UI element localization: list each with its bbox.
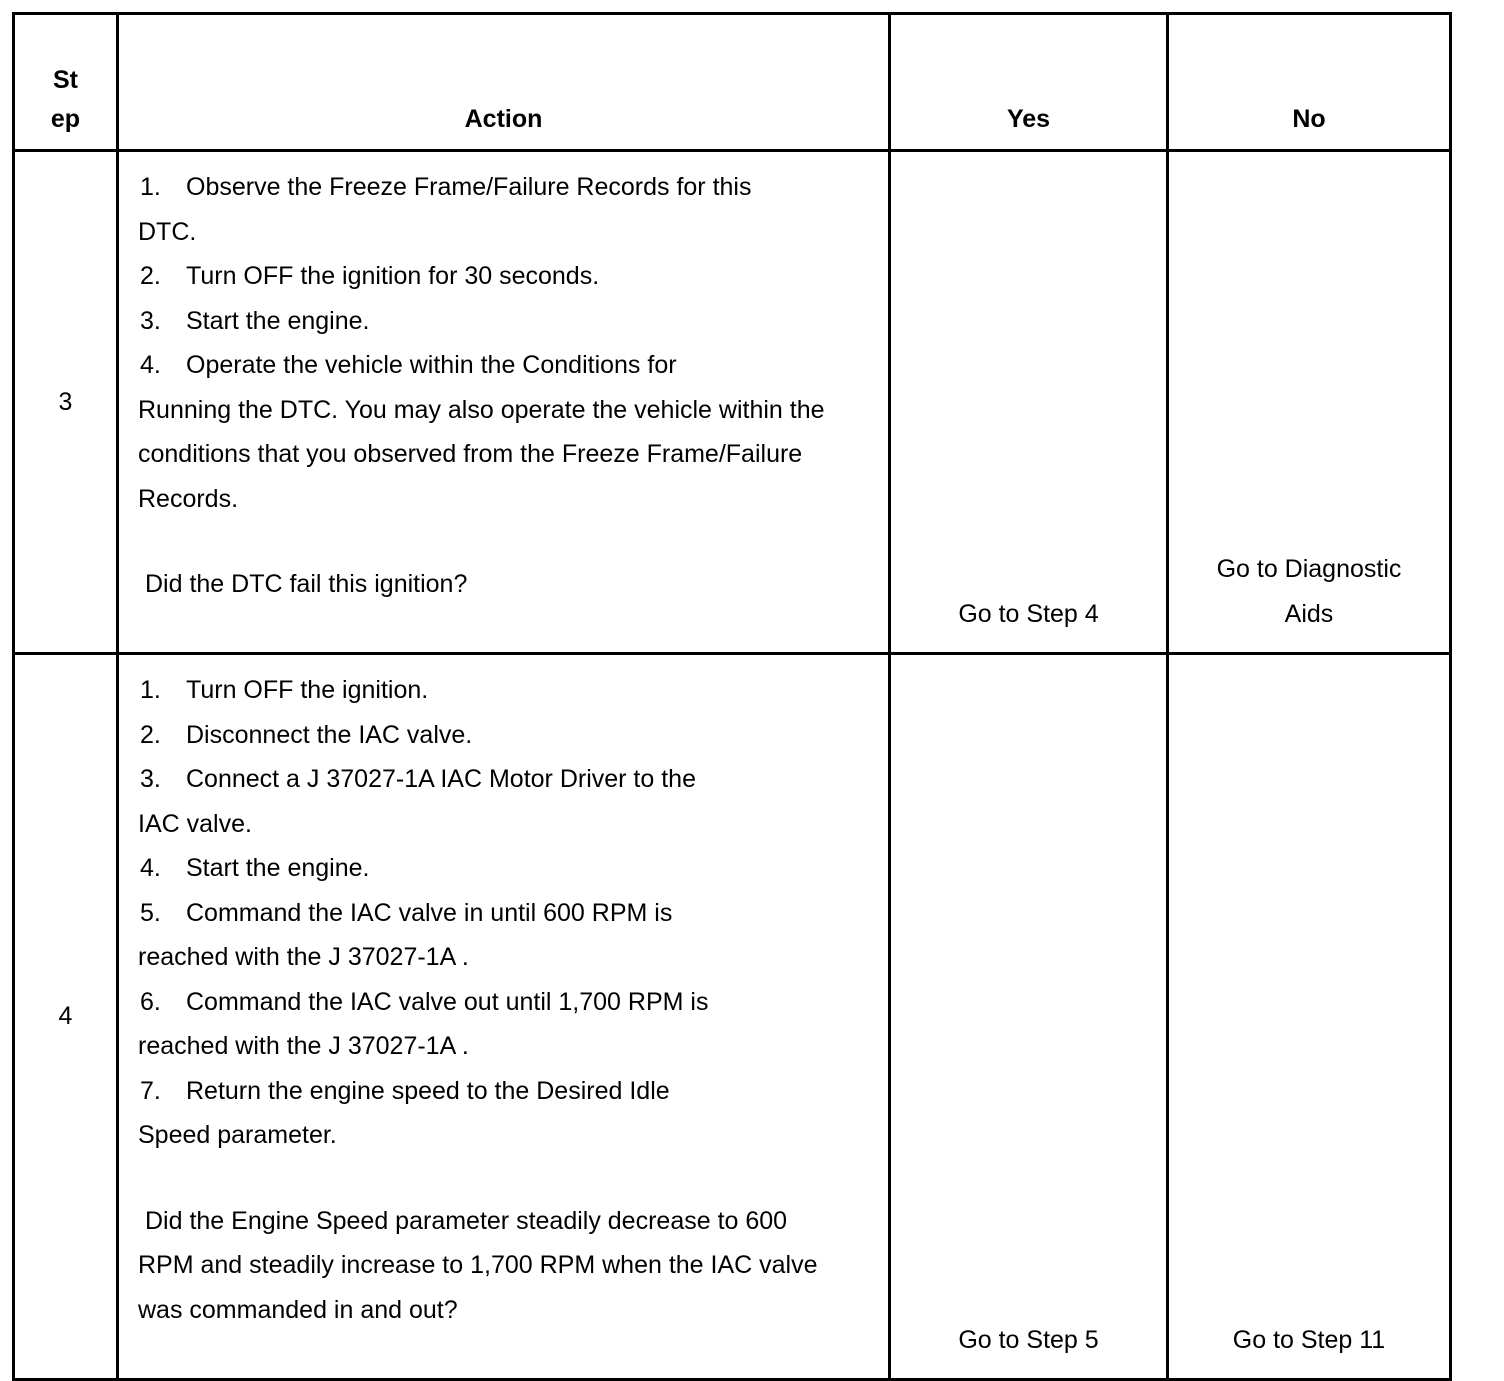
diagnostic-table <box>12 12 1452 1381</box>
header-no: No <box>1168 14 1451 151</box>
header-row <box>14 14 1451 151</box>
step-number: 4 <box>14 654 118 1380</box>
table-row <box>14 654 1451 1380</box>
action-item: 4. Operate the vehicle within the Conditions for Running the DTC. You may also operate the vehicle within the conditions that you observed from the Freeze Frame/Failure Records. <box>138 351 825 513</box>
action-item: 2. Disconnect the IAC valve. <box>140 720 473 749</box>
no-result: Go to Diagnostic Aids <box>1168 151 1451 654</box>
action-item: 3. Connect a J 37027-1A IAC Motor Driver to the IAC valve. <box>138 765 696 838</box>
action-item: 3. Start the engine. <box>140 306 370 335</box>
action-cell <box>118 151 890 654</box>
action-item: 4. Start the engine. <box>140 854 370 882</box>
yes-result: Go to Step 4 <box>890 151 1168 654</box>
action-item: 5. Command the IAC valve in until 600 RPM is reached with the J 37027-1A . <box>138 898 673 971</box>
header-yes: Yes <box>890 14 1168 151</box>
action-item: 1. Turn OFF the ignition. <box>140 676 429 704</box>
action-item: 6. Command the IAC valve out until 1,700 RPM is reached with the J 37027-1A . <box>138 987 709 1060</box>
header-step: St ep <box>14 14 118 151</box>
question-text: Did the DTC fail this ignition? <box>145 570 468 598</box>
action-item: 7. Return the engine speed to the Desired Idle Speed parameter. <box>138 1076 670 1149</box>
yes-result: Go to Step 5 <box>890 654 1168 1380</box>
action-item: 1. Observe the Freeze Frame/Failure Records for this DTC. <box>138 173 752 246</box>
no-result: Go to Step 11 <box>1168 654 1451 1380</box>
step-number: 3 <box>14 151 118 654</box>
header-action: Action <box>118 14 890 151</box>
table-row <box>14 151 1451 654</box>
action-item: 2. Turn OFF the ignition for 30 seconds. <box>140 262 600 290</box>
question-text: Did the Engine Speed parameter steadily decrease to 600 RPM and steadily increase to 1,700 RPM when the IAC valve was commanded in and out? <box>138 1206 818 1324</box>
action-cell <box>118 654 890 1380</box>
